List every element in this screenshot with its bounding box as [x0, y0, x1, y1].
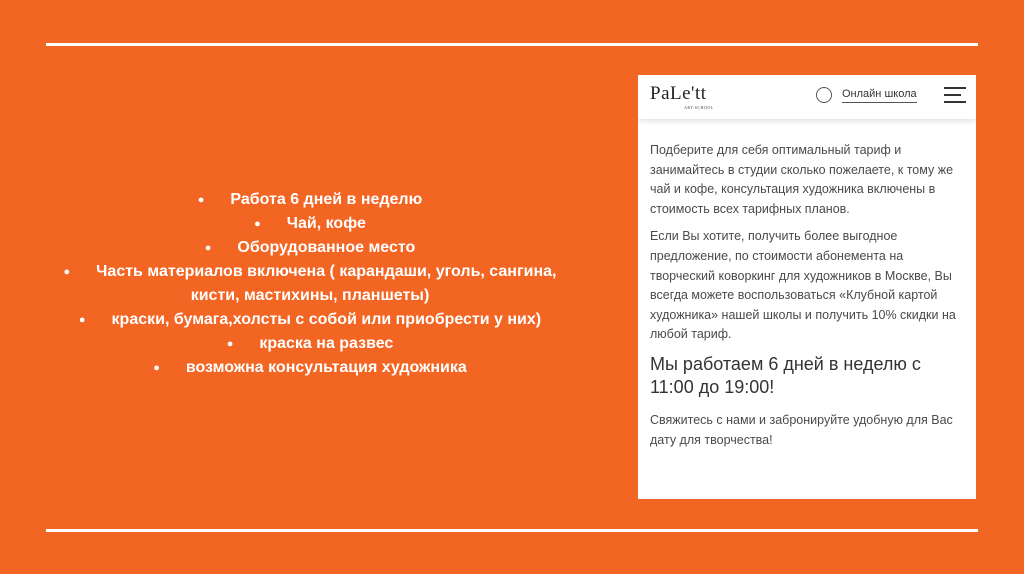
list-item: ● возможна консультация художника [153, 359, 467, 376]
bottom-divider [46, 529, 978, 532]
list-item: ● Чай, кофе [254, 215, 366, 232]
list-item: ● Оборудованное место [204, 239, 416, 256]
hamburger-menu-icon[interactable] [944, 87, 966, 103]
bullet-icon: ● [226, 338, 234, 350]
logo-subtitle: ART-SCHOOL [684, 105, 714, 110]
online-school-link[interactable]: Онлайн школа [842, 88, 917, 100]
bullet-icon: ● [78, 314, 86, 326]
website-screenshot [638, 75, 976, 499]
site-header [638, 75, 976, 119]
list-item: ● краска на развес [226, 335, 394, 352]
list-item: ● Часть материалов включена ( карандаши, уголь, сангина, кисти, мастихины, планшеты) [63, 263, 557, 304]
bullet-icon: ● [204, 242, 212, 254]
working-hours-heading: Мы работаем 6 дней в неделю с 11:00 до 19:00! [650, 353, 921, 397]
site-content [638, 119, 976, 450]
list-item: ● краски, бумага,холсты с собой или приобрести у них) [78, 311, 542, 328]
bullet-icon: ● [153, 362, 160, 374]
feature-list [60, 188, 560, 380]
club-card-paragraph: Если Вы хотите, получить более выгодное предложение, по стоимости абонемента на творческий коворкинг для художников в Москве, Вы всегда можете воспользоваться «Клубной картой художника» нашей школы и получить 10% скидки на любой тариф. [650, 229, 956, 342]
site-logo[interactable]: PaLe'tt [650, 83, 707, 104]
list-item: ● Работа 6 дней в неделю [197, 191, 423, 208]
tariff-paragraph: Подберите для себя оптимальный тариф и занимайтесь в студии сколько пожелаете, к тому же чай и кофе, консультация художника включены в стоимость всех тарифных планов. [650, 143, 954, 216]
bullet-icon: ● [197, 194, 205, 206]
bullet-icon: ● [63, 266, 71, 278]
palette-icon[interactable] [816, 87, 832, 103]
top-divider [46, 43, 978, 46]
bullet-icon: ● [254, 218, 261, 230]
contact-paragraph: Свяжитесь с нами и забронируйте удобную для Вас дату для творчества! [650, 412, 953, 447]
